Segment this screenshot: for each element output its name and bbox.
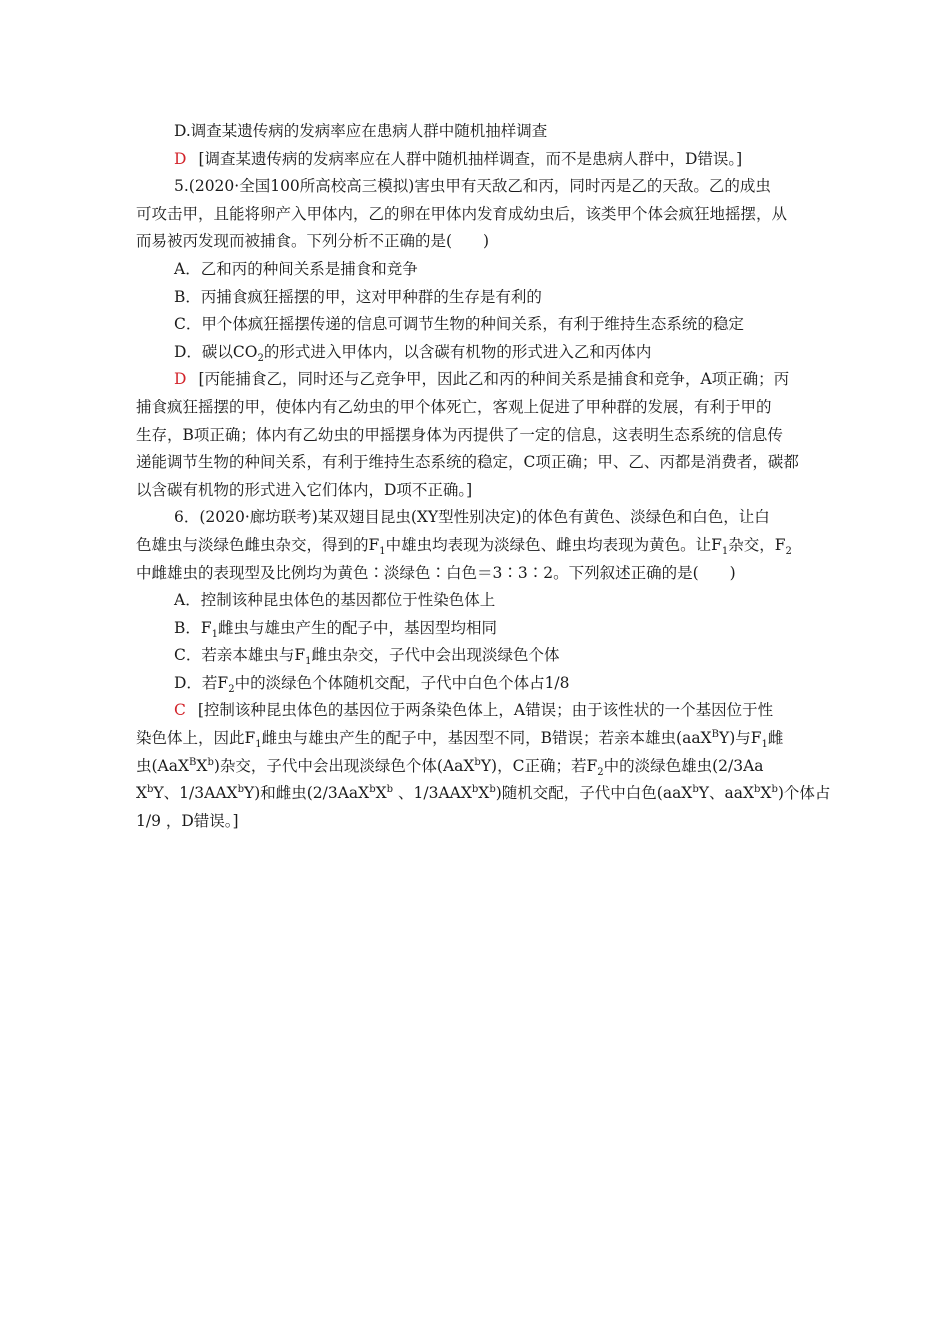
q4-answer [136, 146, 816, 174]
q6-stem-l2-mid2: 杂交，F [728, 535, 786, 554]
q6-stem-l2-sub2: 1 [721, 546, 729, 557]
q6-option-d-sub: 2 [228, 683, 235, 695]
q6-exp-l3-c: )杂交，子代中会出现淡绿色个体(AaX [213, 756, 475, 775]
q6-exp-l3-s4: 2 [597, 766, 604, 778]
q6-exp-l3-d: Y)，C正确；若F [480, 756, 598, 775]
q6-exp-l2-c: Y)与F [718, 729, 762, 748]
q5-stem-line-1: 5.(2020·全国100所高校高三模拟)害虫甲有天敌乙和丙，同时丙是乙的天敌。乙的成虫 [174, 177, 771, 196]
q6-exp-l2-s2: B [711, 728, 719, 740]
q5-explanation-line-5: 以含碳有机物的形式进入它们体内，D项不正确。] [136, 480, 473, 499]
q6-exp-l4-f: X [478, 784, 490, 803]
q4-option-d-text: D.调查某遗传病的发病率应在患病人群中随机抽样调查 [174, 122, 548, 140]
q5-explanation-line-4: 递能调节生物的种间关系，有利于维持生态系统的稳定，C项正确；甲、乙、丙都是消费者，碳都 [136, 453, 799, 472]
q6-option-a: A．控制该种昆虫体色的基因都位于性染色体上 [174, 591, 496, 610]
q5-option-d-post: 的形式进入甲体内，以含碳有机物的形式进入乙和丙体内 [263, 342, 652, 361]
q6-option-c-pre: C．若亲本雄虫与F [174, 646, 306, 665]
q6-explanation-line-1: [控制该种昆虫体色的基因位于两条染色体上，A错误；由于该性状的一个基因位于性 [197, 701, 774, 720]
q5-stem-line-2: 可攻击甲，且能将卵产入甲体内，乙的卵在甲体内发育成幼虫后，该类甲个体会疯狂地摇摆，从 [136, 204, 788, 223]
q6-option-c-post: 雌虫杂交，子代中会出现淡绿色个体 [311, 646, 560, 665]
q6-exp-l4-a: X [136, 784, 148, 803]
q5-option-d-pre: D．碳以CO [174, 342, 258, 361]
q6-answer-letter: C [174, 701, 186, 720]
q5-stem-line-3: 而易被丙发现而被捕食。下列分析不正确的是( ) [136, 232, 490, 251]
q6-explanation-line-3 [136, 753, 816, 781]
q6-exp-l3-s1: B [189, 756, 197, 768]
q6-exp-l4-c: Y)和雌虫(2/3AaX [243, 784, 370, 803]
q5-option-b: B．丙捕食疯狂摇摆的甲，这对甲种群的生存是有利的 [174, 287, 542, 306]
q6-answer [136, 697, 816, 725]
q6-stem-l2-pre: 色雄虫与淡绿色雌虫杂交，得到的F [136, 535, 380, 554]
q5-option-d-sub: 2 [257, 352, 264, 364]
q5-option-d [136, 339, 816, 367]
q6-exp-l3-s2: b [207, 756, 214, 768]
q6-exp-l4-s8: b [754, 784, 761, 796]
q6-exp-l4-h: Y、aaX [698, 784, 755, 803]
q6-option-d-post: 中的淡绿色个体随机交配，子代中白色个体占1/8 [234, 673, 570, 692]
q6-explanation-line-2 [136, 725, 816, 753]
q4-option-d [136, 118, 816, 146]
q6-exp-l4-s5: b [471, 784, 479, 796]
q6-exp-l4-b: Y、1/3AAX [153, 784, 238, 803]
q6-exp-l4-s6: b [489, 784, 496, 796]
q5-option-c: C．甲个体疯狂摇摆传递的信息可调节生物的种间关系，有利于维持生态系统的稳定 [174, 315, 744, 334]
q6-option-c-sub: 1 [305, 656, 312, 668]
q6-explanation-line-5: 1/9 ，D错误。] [136, 811, 239, 830]
q6-stem-line-1: 6．(2020·廊坊联考)某双翅目昆虫(XY型性别决定)的体色有黄色、淡绿色和白色，让白 [174, 508, 770, 527]
q5-answer [136, 366, 816, 394]
q6-exp-l2-a: 染色体上，因此F [136, 729, 256, 748]
q6-exp-l3-a: 虫(AaX [136, 756, 190, 775]
q6-exp-l3-e: 中的淡绿色雄虫(2/3Aa [603, 756, 764, 775]
q6-option-b-sub: 1 [211, 628, 219, 640]
q5-explanation-line-1: [丙能捕食乙，同时还与乙竞争甲，因此乙和丙的种间关系是捕食和竞争，A项正确；丙 [198, 370, 790, 389]
q6-exp-l4-d: X [375, 784, 387, 803]
q6-stem-l2-sub3: 2 [785, 546, 792, 557]
q6-exp-l4-e: 、1/3AAX [393, 784, 472, 803]
q6-exp-l4-i: X [760, 784, 772, 803]
q6-explanation-line-4 [136, 780, 831, 808]
q4-explanation: [调查某遗传病的发病率应在人群中随机抽样调查，而不是患病人群中，D错误。] [198, 149, 743, 168]
document-page [136, 118, 831, 835]
q5-option-a: A．乙和丙的种间关系是捕食和竞争 [174, 259, 418, 278]
q6-exp-l2-b: 雌虫与雄虫产生的配子中，基因型不同，B错误；若亲本雄虫(aaX [261, 729, 712, 748]
q6-exp-l4-g: )随机交配，子代中白色(aaX [495, 784, 693, 803]
q4-answer-letter: D [174, 149, 187, 168]
q6-option-d [136, 670, 816, 698]
q6-exp-l2-s3: 1 [761, 739, 768, 751]
q6-option-b [136, 615, 816, 643]
q5-answer-letter: D [174, 370, 187, 389]
q6-exp-l4-j: )个体占 [777, 784, 831, 803]
q6-exp-l3-b: X [196, 756, 208, 775]
q6-stem-line-2 [136, 532, 816, 560]
q6-exp-l4-s2: b [237, 784, 244, 796]
q6-exp-l3-s3: b [474, 756, 481, 768]
q6-option-b-post: 雌虫与雄虫产生的配子中，基因型均相同 [218, 618, 498, 637]
q6-exp-l2-s1: 1 [255, 739, 262, 751]
q5-explanation-line-2: 捕食疯狂摇摆的甲，使体内有乙幼虫的甲个体死亡，客观上促进了甲种群的发展，有利于甲的 [136, 397, 772, 416]
q6-option-b-pre: B．F [174, 618, 212, 637]
q6-stem-l2-sub: 1 [379, 546, 386, 557]
q6-option-d-pre: D．若F [174, 673, 229, 692]
q6-exp-l4-s4: b [386, 784, 394, 796]
q6-exp-l4-s1: b [147, 784, 154, 796]
q6-option-c [136, 642, 816, 670]
q6-stem-l2-mid: 中雄虫均表现为淡绿色、雌虫均表现为黄色。让F [385, 535, 722, 554]
q6-stem-line-3: 中雌雄虫的表现型及比例均为黄色∶淡绿色∶白色＝3∶3∶2。下列叙述正确的是( ) [136, 563, 736, 582]
q6-exp-l2-d: 雌 [767, 729, 784, 748]
q5-explanation-line-3: 生存，B项正确；体内有乙幼虫的甲摇摆身体为丙提供了一定的信息，这表明生态系统的信息传 [136, 425, 783, 444]
q6-exp-l4-s9: b [771, 784, 778, 796]
q6-exp-l4-s3: b [369, 784, 376, 796]
q6-exp-l4-s7: b [692, 784, 699, 796]
